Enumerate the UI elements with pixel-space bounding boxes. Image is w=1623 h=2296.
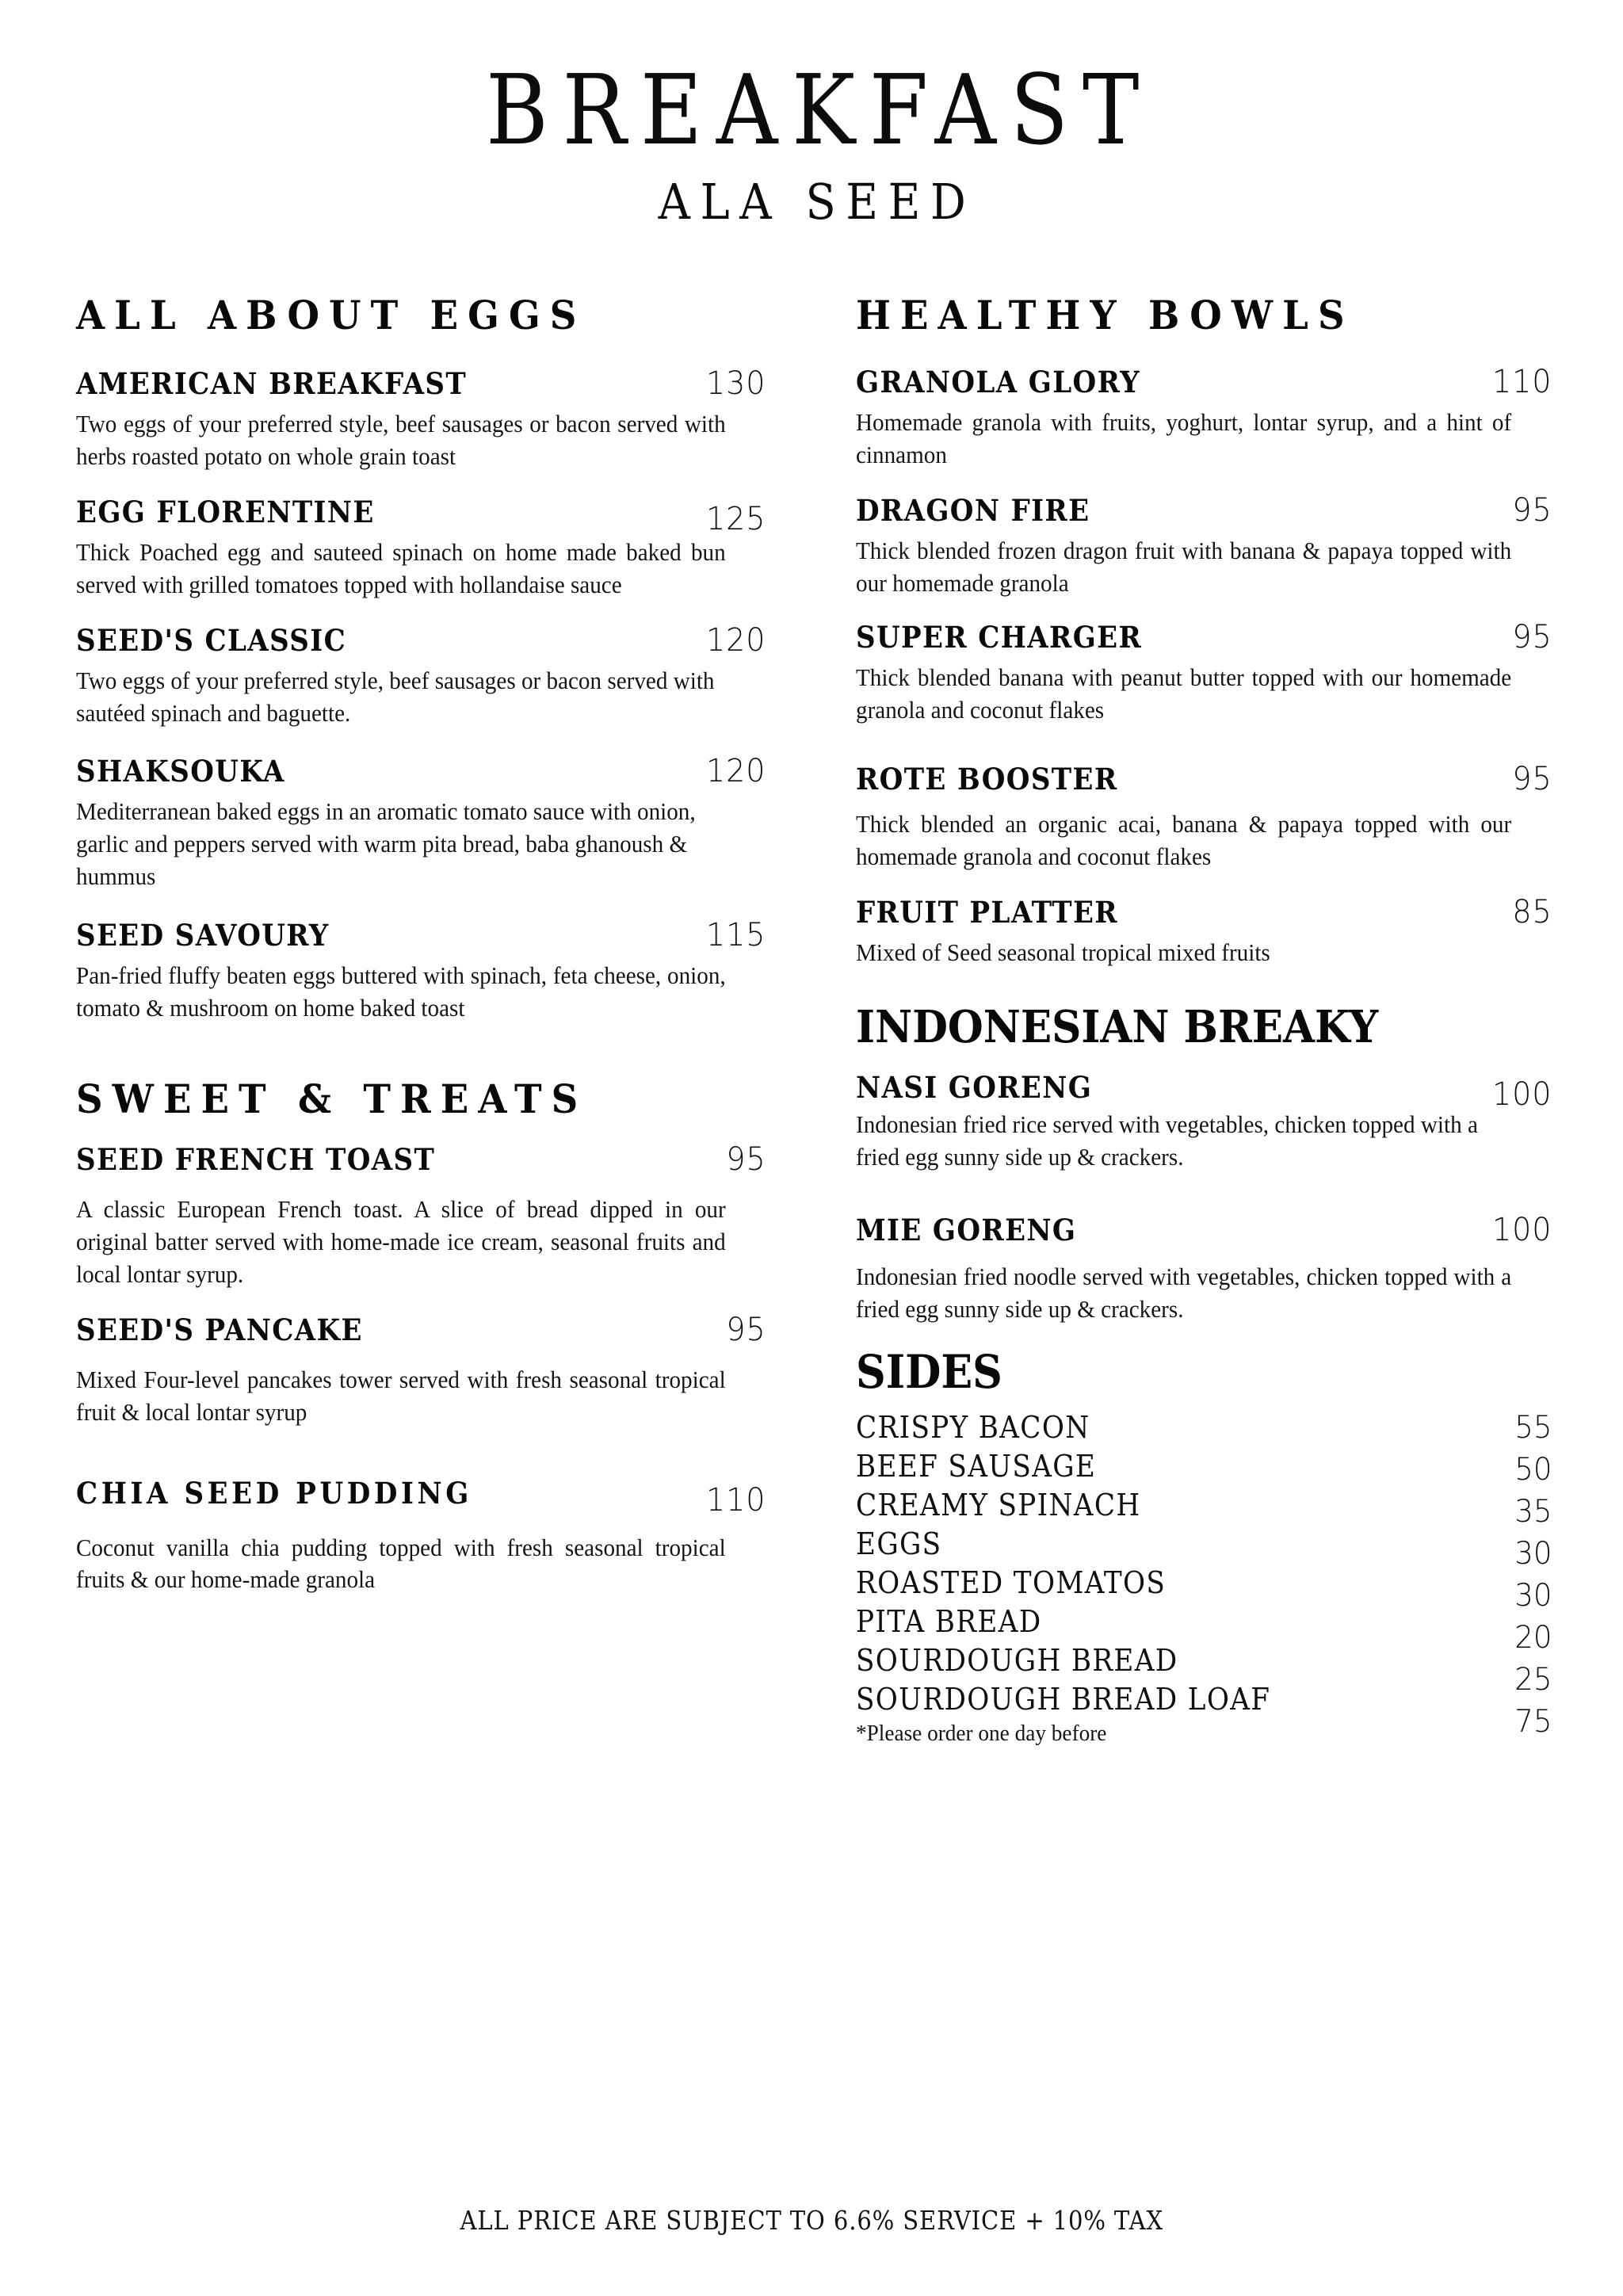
menu-columns <box>0 292 1623 1747</box>
menu-item-price: 125 <box>705 500 766 537</box>
menu-item-name: SHAKSOUKA <box>76 754 285 789</box>
menu-item-row <box>856 894 1553 930</box>
section-heading-sides: SIDES <box>856 1344 1002 1399</box>
menu-item-description: A classic European French toast. A slice of bread dipped in our original batter served with home-made ice cream, seasonal fruits and local lontar syrup. <box>76 1194 726 1288</box>
sides-item-price: 30 <box>1514 1535 1552 1572</box>
menu-item-row <box>856 761 1553 797</box>
menu-column-right <box>856 292 1553 1747</box>
menu-item-name: NASI GORENG <box>856 1070 1093 1106</box>
menu-item-price: 95 <box>1512 491 1552 529</box>
menu-item <box>856 761 1553 873</box>
menu-item <box>76 1475 767 1597</box>
menu-item-name: SUPER CHARGER <box>856 619 1143 655</box>
menu-item-price: 95 <box>726 1140 766 1178</box>
menu-item-name: MIE GORENG <box>856 1212 1077 1247</box>
menu-item-name: CHIA SEED PUDDING <box>76 1475 472 1511</box>
menu-item-description: Mediterranean baked eggs in an aromatic tomato sauce with onion, garlic and peppers served with warm pita bread, baba ghanoush & hummus <box>76 797 696 891</box>
menu-item-row <box>76 365 767 402</box>
section-heading-sweet-and-treats: SWEET & TREATS <box>76 1075 588 1122</box>
sides-item-price: 35 <box>1514 1493 1552 1530</box>
sides-row <box>856 1603 1553 1656</box>
sides-item-name: SOURDOUGH BREAD <box>856 1642 1178 1678</box>
menu-item <box>76 753 767 893</box>
menu-item-row <box>856 492 1553 529</box>
sides-row <box>856 1487 1553 1530</box>
menu-item-price: 95 <box>1512 618 1552 655</box>
menu-item <box>856 1069 1553 1174</box>
menu-item-price: 110 <box>1491 364 1552 400</box>
sides-item-name: ROASTED TOMATOS <box>856 1564 1167 1600</box>
menu-item-name: DRAGON FIRE <box>856 492 1090 528</box>
menu-item-price: 100 <box>1491 1211 1552 1248</box>
menu-item-description: Coconut vanilla chia pudding topped with fresh seasonal tropical fruits & our home-made granola <box>76 1533 726 1594</box>
menu-item-row <box>76 917 767 953</box>
page-subtitle: ALA SEED <box>658 173 976 231</box>
menu-item <box>76 1141 767 1291</box>
sides-item-name: CRISPY BACON <box>856 1409 1090 1445</box>
menu-item-description: Two eggs of your preferred style, beef sausages or bacon served with sautéed spinach and baguette. <box>76 666 715 727</box>
menu-item-price: 120 <box>705 621 766 659</box>
menu-item-row <box>76 1312 767 1348</box>
sides-item-price: 75 <box>1514 1703 1552 1740</box>
menu-item-row <box>76 494 767 537</box>
menu-item <box>76 365 767 473</box>
menu-item-name: GRANOLA GLORY <box>856 365 1140 399</box>
footer-disclaimer-text: ALL PRICE ARE SUBJECT TO 6.6% SERVICE + 10% TAX <box>460 2205 1163 2236</box>
menu-item-row <box>76 753 767 789</box>
sides-item-price: 50 <box>1514 1451 1552 1488</box>
menu-item-name: SEED'S CLASSIC <box>76 622 347 658</box>
menu-item-row <box>856 1069 1553 1114</box>
sides-item-name: CREAMY SPINACH <box>856 1487 1141 1522</box>
menu-item-price: 115 <box>705 917 766 954</box>
sides-item-price: 20 <box>1514 1619 1552 1656</box>
menu-item-name: AMERICAN BREAKFAST <box>76 366 468 401</box>
menu-item-name: ROTE BOOSTER <box>856 762 1118 797</box>
menu-item-description: Thick blended banana with peanut butter topped with our homemade granola and coconut flakes <box>856 663 1512 724</box>
sides-row <box>856 1564 1553 1614</box>
menu-item-description: Pan-fried fluffy beaten eggs buttered with spinach, feta cheese, onion, tomato & mushroom on home baked toast <box>76 961 726 1022</box>
menu-item <box>856 364 1553 472</box>
section-heading-healthy-bowls: HEALTHY BOWLS <box>856 292 1354 338</box>
menu-item <box>76 1312 767 1429</box>
sides-item-price: 30 <box>1514 1577 1552 1614</box>
sides-item-name: PITA BREAD <box>856 1603 1042 1639</box>
section-heading-all-about-eggs: ALL ABOUT EGGS <box>76 292 586 338</box>
menu-item-price: 110 <box>705 1481 766 1519</box>
menu-item-price: 85 <box>1512 894 1552 931</box>
menu-item-description: Indonesian fried rice served with vegetables, chicken topped with a fried egg sunny side up & crackers. <box>856 1110 1478 1171</box>
menu-item-name: SEED SAVOURY <box>76 918 330 953</box>
menu-item-price: 95 <box>1512 761 1552 798</box>
sides-item-name: SOURDOUGH BREAD LOAF <box>856 1681 1271 1717</box>
footer-disclaimer <box>0 2205 1623 2236</box>
menu-item-row <box>76 622 767 659</box>
menu-item <box>76 917 767 1025</box>
menu-item-description: Thick blended an organic acai, banana & papaya topped with our homemade granola and coconut flakes <box>856 810 1512 871</box>
menu-column-left <box>76 292 767 1617</box>
menu-item-name: EGG FLORENTINE <box>76 494 375 529</box>
sides-item-name: BEEF SAUSAGE <box>856 1448 1097 1484</box>
menu-item-name: SEED FRENCH TOAST <box>76 1141 436 1177</box>
menu-item-description: Mixed of Seed seasonal tropical mixed fruits <box>856 938 1270 967</box>
sides-row <box>856 1526 1553 1572</box>
menu-item-description: Thick Poached egg and sauteed spinach on home made baked bun served with grilled tomatoes topped with hollandaise sauce <box>76 537 726 598</box>
menu-item-description: Thick blended frozen dragon fruit with banana & papaya topped with our homemade granola <box>856 536 1512 597</box>
page-title: BREAKFAST <box>485 54 1154 166</box>
sides-row <box>856 1448 1553 1488</box>
menu-item <box>856 1212 1553 1326</box>
menu-item <box>856 894 1553 969</box>
menu-item-description: Two eggs of your preferred style, beef sausages or bacon served with herbs roasted potato on whole grain toast <box>76 410 726 470</box>
menu-item-row <box>76 1141 767 1178</box>
sides-row <box>856 1410 1553 1446</box>
menu-item-price: 120 <box>705 753 766 790</box>
menu-item-row <box>856 619 1553 655</box>
sides-item-price: 25 <box>1514 1661 1552 1698</box>
menu-item <box>856 619 1553 727</box>
menu-item-description: Indonesian fried noodle served with vegetables, chicken topped with a fried egg sunny side up & crackers. <box>856 1262 1512 1323</box>
sides-item-name: EGGS <box>856 1526 942 1561</box>
sides-row <box>856 1642 1553 1698</box>
menu-item-name: FRUIT PLATTER <box>856 895 1118 930</box>
menu-item-description: Homemade granola with fruits, yoghurt, lontar syrup, and a hint of cinnamon <box>856 408 1512 468</box>
menu-item-price: 100 <box>1491 1076 1552 1114</box>
menu-item-name: SEED'S PANCAKE <box>76 1312 363 1347</box>
section-heading-indonesian-breaky: INDONESIAN BREAKY <box>856 1001 1379 1054</box>
menu-item <box>76 622 767 730</box>
menu-item-description: Mixed Four-level pancakes tower served with fresh seasonal tropical fruit & local lontar syrup <box>76 1365 726 1426</box>
menu-header <box>0 0 1623 231</box>
sides-item-price: 55 <box>1514 1409 1552 1446</box>
menu-item-row <box>856 1212 1553 1248</box>
menu-item <box>856 492 1553 600</box>
menu-item-row <box>76 1475 767 1519</box>
menu-item-row <box>856 364 1553 400</box>
menu-item <box>76 494 767 602</box>
menu-item-price: 95 <box>726 1311 766 1348</box>
menu-item-price: 130 <box>705 365 766 402</box>
sides-note: *Please order one day before <box>856 1720 1107 1746</box>
